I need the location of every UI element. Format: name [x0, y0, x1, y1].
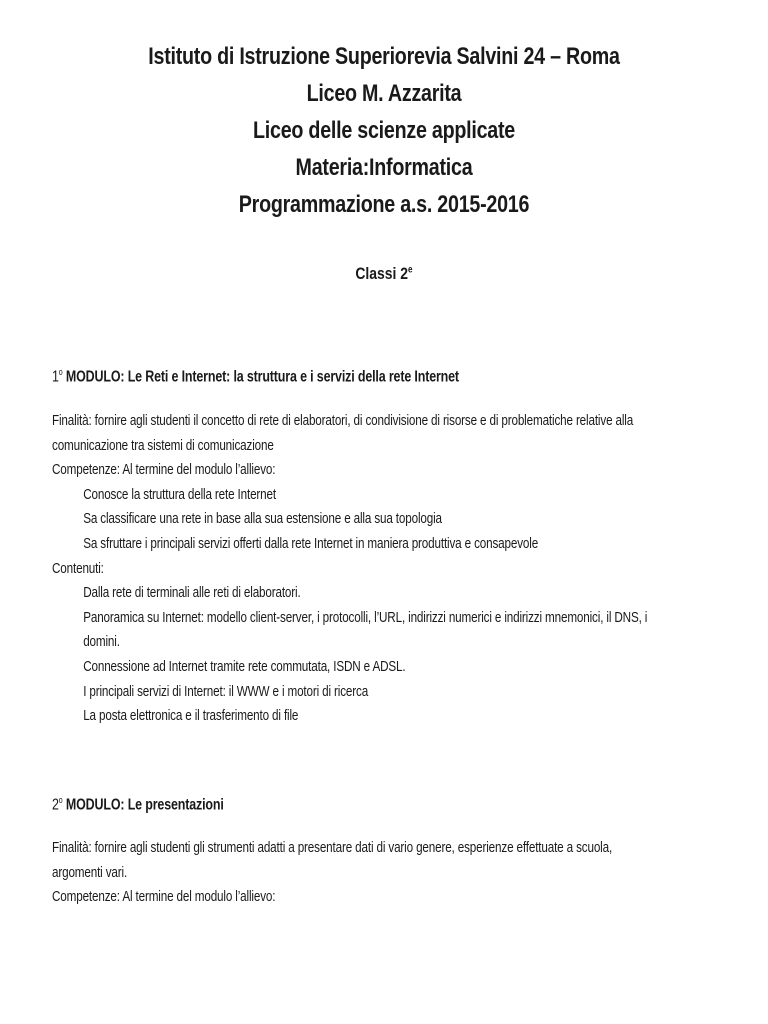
- document-header: [69, 38, 699, 223]
- school-name: Istituto di Istruzione Superiorevia Salvini 24 – Roma: [148, 43, 620, 70]
- module-1-number: 1: [52, 368, 59, 386]
- school-year: Programmazione a.s. 2015-2016: [238, 191, 530, 218]
- module-2-number: 2: [52, 796, 59, 814]
- module-2-name: Le presentazioni: [127, 796, 224, 814]
- module-1-competenza-item: Sa sfruttare i principali servizi offerti dalla rete Internet in maniera produttiva e consapevole: [83, 534, 539, 552]
- module-1-prefix: MODULO:: [62, 368, 128, 386]
- module-1-contenuto-item: Dalla rete di terminali alle reti di elaboratori.: [83, 584, 301, 602]
- module-2-prefix: MODULO:: [62, 796, 128, 814]
- class-label: Classi 2: [355, 264, 409, 283]
- module-2-sup: o: [58, 795, 63, 805]
- module-1-contenuti-label: Contenuti:: [52, 559, 104, 577]
- module-1-competenza-item: Conosce la struttura della rete Internet: [83, 485, 276, 503]
- class-sup: e: [408, 264, 413, 276]
- module-1-contenuto-item: Panoramica su Internet: modello client-server, i protocolli, l’URL, indirizzi numerici e indirizzi mnemonici, il DNS, i: [83, 608, 648, 626]
- module-1-contenuto-item: domini.: [83, 633, 120, 651]
- module-1-name: Le Reti e Internet: la struttura e i servizi della rete Internet: [127, 368, 459, 386]
- module-1-competenza-item: Sa classificare una rete in base alla sua estensione e alla sua topologia: [83, 510, 442, 528]
- module-2-title: [52, 788, 692, 818]
- subject: Materia:Informatica: [295, 154, 473, 181]
- module-2-body: [52, 836, 692, 910]
- module-1-competenze-label: Competenze: Al termine del modulo l’allievo:: [52, 461, 276, 479]
- liceo-type: Liceo delle scienze applicate: [253, 117, 515, 144]
- module-2-finalita-line: Finalità: fornire agli studenti gli strumenti adatti a presentare dati di vario genere, esperienze effettuate a scuola,: [52, 839, 613, 856]
- module-2-finalita-line: argomenti vari.: [52, 863, 128, 881]
- module-1-title: [52, 360, 692, 390]
- module-1-sup: o: [58, 367, 63, 377]
- module-1-finalita-line: comunicazione tra sistemi di comunicazione: [52, 436, 274, 454]
- module-1-contenuto-item: La posta elettronica e il trasferimento di file: [83, 707, 299, 725]
- module-1-body: [52, 409, 692, 729]
- module-1-contenuto-item: I principali servizi di Internet: il WWW e i motori di ricerca: [83, 682, 369, 700]
- module-1-contenuto-item: Connessione ad Internet tramite rete commutata, ISDN e ADSL.: [83, 657, 406, 675]
- liceo-name: Liceo M. Azzarita: [306, 80, 462, 107]
- class-heading: [69, 264, 699, 284]
- module-1-finalita-line: Finalità: fornire agli studenti il concetto di rete di elaboratori, di condivisione di risorse e di problematiche relative alla: [52, 412, 634, 429]
- module-2-competenze-label: Competenze: Al termine del modulo l’allievo:: [52, 888, 276, 906]
